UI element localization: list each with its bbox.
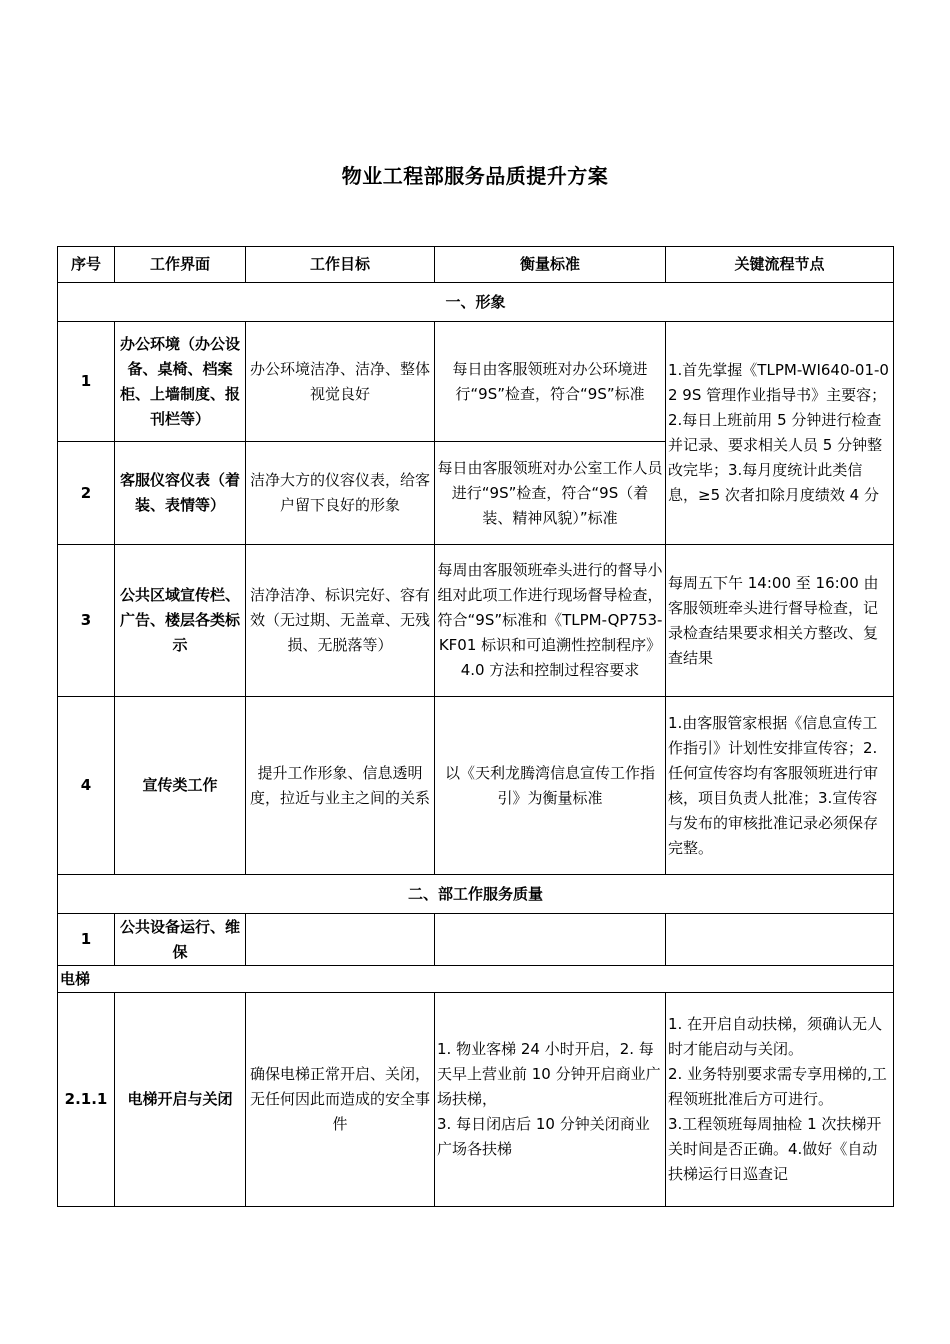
work-goal: 确保电梯正常开启、关闭，无任何因此而造成的安全事件 [246, 993, 435, 1207]
table-header-row [58, 247, 894, 283]
measure-standard: 1. 物业客梯 24 小时开启，2. 每天早上营业前 10 分钟开启商业广场扶梯， 3. 每日闭店后 10 分钟关闭商业广场各扶梯 [435, 993, 666, 1207]
measure-standard: 每日由客服领班对办公室工作人员进行“9S”检查，符合“9S（着装、精神风貌）”标准 [435, 442, 666, 545]
row-number: 3 [58, 545, 115, 697]
key-flow: 每周五下午 14:00 至 16:00 由客服领班牵头进行督导检查，记录检查结果要求相关方整改、复查结果 [666, 545, 894, 697]
work-area: 公共区域宣传栏、广告、楼层各类标示 [115, 545, 246, 697]
row-number: 2.1.1 [58, 993, 115, 1207]
measure-standard: 每日由客服领班对办公环境进行“9S”检查，符合“9S”标准 [435, 322, 666, 442]
work-goal: 洁净洁净、标识完好、容有效（无过期、无盖章、无残损、无脱落等） [246, 545, 435, 697]
work-area: 电梯开启与关闭 [115, 993, 246, 1207]
measure-standard [435, 914, 666, 966]
section-row [58, 283, 894, 322]
measure-standard: 每周由客服领班牵头进行的督导小组对此项工作进行现场督导检查，符合“9S”标准和《TLPM-QP753-KF01 标识和可追溯性控制程序》4.0 方法和控制过程容要求 [435, 545, 666, 697]
header-flow: 关键流程节点 [666, 247, 894, 283]
page-title: 物业工程部服务品质提升方案 [341, 164, 609, 188]
work-goal: 提升工作形象、信息透明度，拉近与业主之间的关系 [246, 697, 435, 875]
key-flow: 1. 在开启自动扶梯，须确认无人时才能启动与关闭。 2. 业务特别要求需专享用梯的,工程领班批准后方可进行。 3.工程领班每周抽检 1 次扶梯开关时间是否正确。4.做好《自动扶梯运行日巡查记 [666, 993, 894, 1207]
subheading-elevator: 电梯 [58, 966, 894, 993]
row-number: 1 [58, 322, 115, 442]
row-number: 1 [58, 914, 115, 966]
table-row [58, 914, 894, 966]
key-flow [666, 914, 894, 966]
header-area: 工作界面 [115, 247, 246, 283]
key-flow: 1.由客服管家根据《信息宣传工作指引》计划性安排宣传容；2.任何宣传容均有客服领班进行审核，项目负责人批准；3.宣传容与发布的审核批准记录必须保存完整。 [666, 697, 894, 875]
work-area: 宣传类工作 [115, 697, 246, 875]
section-title: 二、部工作服务质量 [58, 875, 894, 914]
quality-plan-table [57, 246, 894, 1207]
row-number: 4 [58, 697, 115, 875]
header-standard: 衡量标准 [435, 247, 666, 283]
subheading-row [58, 966, 894, 993]
header-goal: 工作目标 [246, 247, 435, 283]
table-row [58, 322, 894, 442]
table-row [58, 545, 894, 697]
table-row [58, 993, 894, 1207]
table-row [58, 697, 894, 875]
work-area: 公共设备运行、维保 [115, 914, 246, 966]
row-number: 2 [58, 442, 115, 545]
work-goal [246, 914, 435, 966]
key-flow: 1.首先掌握《TLPM-WI640-01-02 9S 管理作业指导书》主要容；2.每日上班前用 5 分钟进行检查并记录、要求相关人员 5 分钟整改完毕；3.每月度统计此类信息，≥5 次者扣除月度绩效 4 分 [666, 322, 894, 545]
measure-standard: 以《天利龙腾湾信息宣传工作指引》为衡量标准 [435, 697, 666, 875]
work-area: 客服仪容仪表（着装、表情等） [115, 442, 246, 545]
section-row [58, 875, 894, 914]
work-area: 办公环境（办公设备、桌椅、档案柜、上墙制度、报刊栏等） [115, 322, 246, 442]
work-goal: 洁净大方的仪容仪表，给客户留下良好的形象 [246, 442, 435, 545]
work-goal: 办公环境洁净、洁净、整体视觉良好 [246, 322, 435, 442]
header-no: 序号 [58, 247, 115, 283]
section-title: 一、形象 [58, 283, 894, 322]
